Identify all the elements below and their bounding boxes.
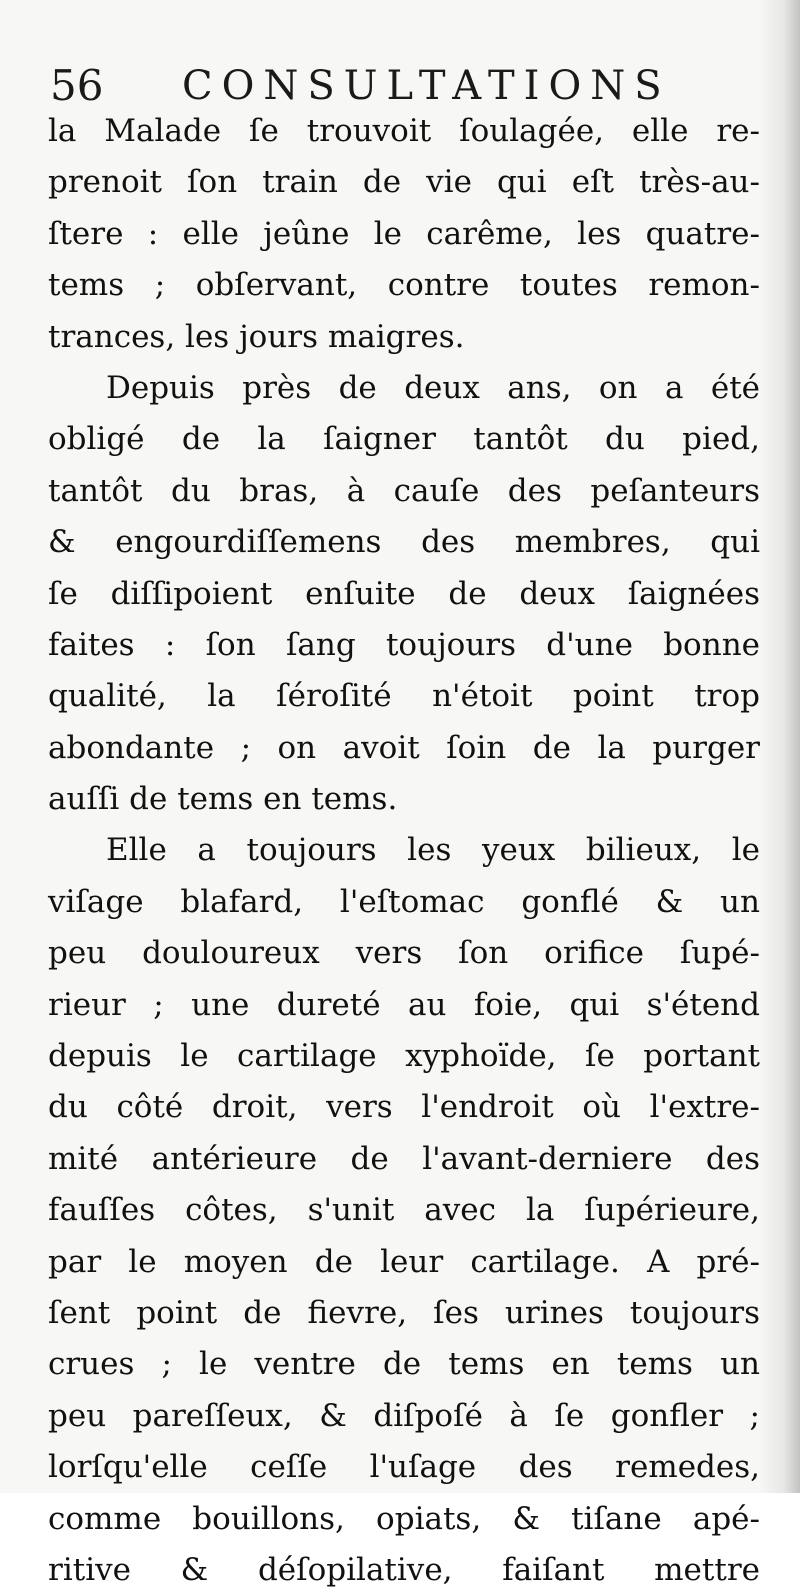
text-line: trances, les jours maigres. [48, 318, 465, 355]
text-line: faites : ſon ſang toujours d'une bonne [48, 626, 760, 663]
text-line: crues ; le ventre de tems en tems un [48, 1346, 760, 1383]
text-line: depuis le cartilage xyphoïde, ſe portant [48, 1038, 760, 1075]
text-line: mité antérieure de l'avant-derniere des [48, 1140, 760, 1177]
running-title: CONSULTATIONS [182, 63, 671, 109]
text-line: abondante ; on avoit ſoin de la purger [48, 729, 760, 766]
text-line: tems ; obſervant, contre toutes remon- [48, 267, 760, 304]
text-line: viſage blafard, l'eſtomac gonflé & un [48, 883, 760, 920]
text-line: & engourdiſſemens des membres, qui [48, 524, 760, 561]
text-line: rieur ; une dureté au foie, qui s'étend [48, 986, 760, 1023]
page-number: 56 [50, 61, 104, 110]
text-line: ſent point de fievre, ſes urines toujours [48, 1294, 760, 1331]
text-line: prenoit ſon train de vie qui eſt très-au- [48, 164, 760, 201]
text-line: comme bouillons, opiats, & tiſane apé- [48, 1500, 760, 1537]
text-line: fauſſes côtes, s'unit avec la ſupérieure, [48, 1192, 760, 1229]
text-line: peu douloureux vers ſon orifice ſupé- [48, 935, 760, 972]
text-line: ritive & déſopilative, faiſant mettre [48, 1551, 760, 1588]
text-line: la Malade ſe trouvoit ſoulagée, elle re- [48, 113, 760, 149]
text-line: peu pareſſeux, & diſpoſé à ſe gonfler ; [48, 1397, 760, 1434]
text-line: par le moyen de leur cartilage. A pré- [48, 1243, 760, 1280]
text-line: Elle a toujours les yeux bilieux, le [106, 832, 760, 869]
text-line: du côté droit, vers l'endroit où l'extre- [48, 1089, 760, 1126]
text-line: ſe diſſipoient enſuite de deux ſaignées [48, 575, 760, 612]
text-line: Depuis près de deux ans, on a été [106, 369, 760, 406]
text-line: lorſqu'elle ceſſe l'uſage des remedes, [48, 1449, 760, 1486]
text-line: qualité, la ſéroſité n'étoit point trop [48, 678, 760, 715]
text-line: auſſi de tems en tems. [48, 781, 398, 818]
text-line: obligé de la ſaigner tantôt du pied, [48, 421, 760, 458]
text-line: tantôt du bras, à cauſe des peſanteurs [48, 472, 760, 509]
text-line: ſtere : elle jeûne le carême, les quatre- [48, 215, 760, 252]
page-edge-shadow [760, 0, 800, 1493]
body-text [48, 106, 760, 1596]
